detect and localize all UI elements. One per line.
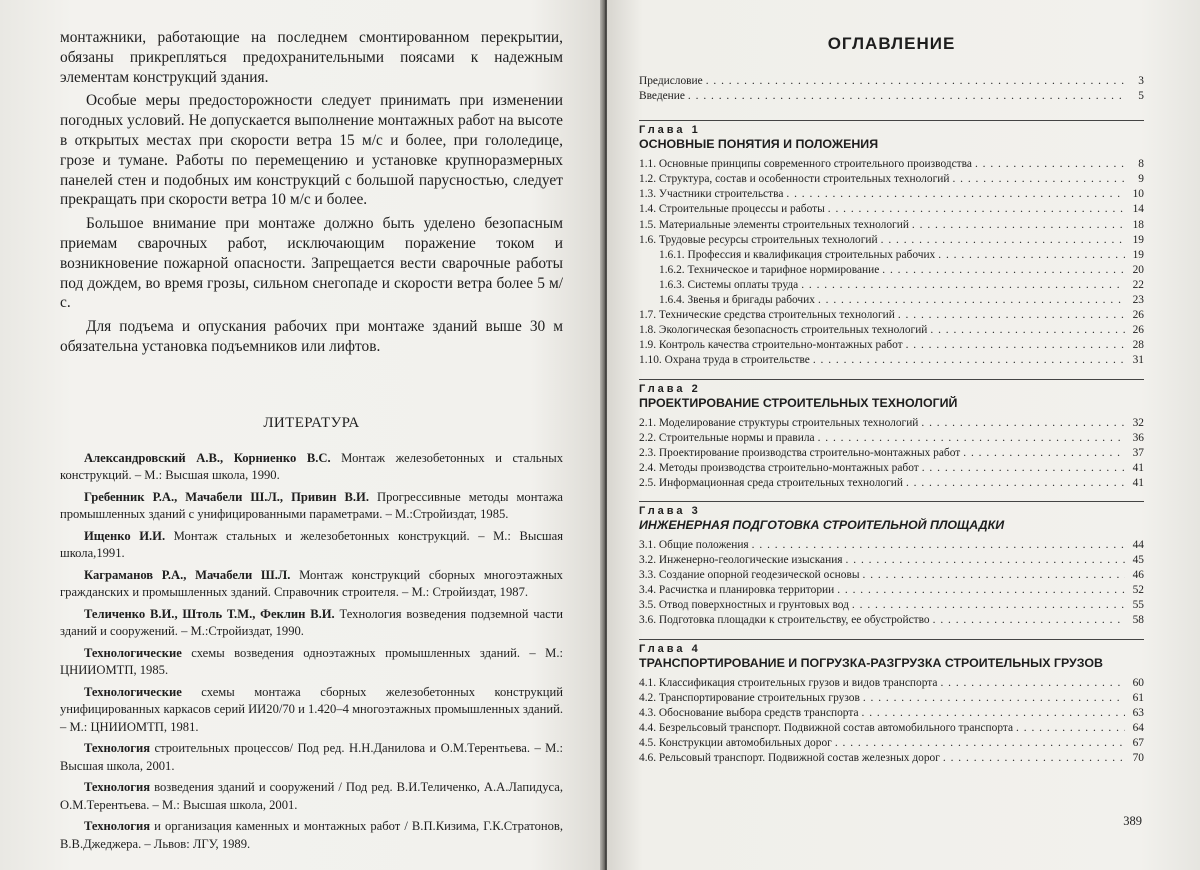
reference-text: возведения зданий и сооружений / Под ред. В.И.Теличенко, А.А.Лапидуса, О.М.Терентьева. – М.: Высшая школа, 2001. xyxy=(60,780,563,812)
toc-leader-dots xyxy=(813,353,1125,368)
toc-entry-label: 4.2. Транспортирование строительных грузов xyxy=(639,691,860,704)
toc-entry-page: 41 xyxy=(1132,461,1144,474)
toc-leader-dots xyxy=(898,308,1125,323)
toc-entry-page: 19 xyxy=(1132,233,1144,246)
toc-entry-page: 41 xyxy=(1132,476,1144,489)
toc-entry-page: 26 xyxy=(1132,324,1144,337)
toc-entry-label: 1.6.2. Техническое и тарифное нормирование xyxy=(659,263,880,276)
toc-leader-dots xyxy=(881,233,1125,248)
toc-chapter xyxy=(639,379,1144,491)
toc-entry xyxy=(639,446,1144,461)
toc-leader-dots xyxy=(828,202,1125,217)
toc-entry-label: 3.2. Инженерно-геологические изыскания xyxy=(639,554,843,567)
reference-item xyxy=(60,450,563,485)
toc-entry-page: 20 xyxy=(1132,263,1144,276)
toc-entry xyxy=(639,568,1144,583)
chapter-title: ТРАНСПОРТИРОВАНИЕ И ПОГРУЗКА-РАЗГРУЗКА СТРОИТЕЛЬНЫХ ГРУЗОВ xyxy=(639,655,1103,670)
toc-entry-page: 18 xyxy=(1132,218,1144,231)
reference-item xyxy=(60,779,563,814)
toc-leader-dots xyxy=(975,157,1125,172)
toc-entry xyxy=(639,89,1144,104)
toc-entry-label: 1.6. Трудовые ресурсы строительных технологий xyxy=(639,233,878,246)
toc-entry xyxy=(639,736,1144,751)
toc-leader-dots xyxy=(940,676,1125,691)
toc-leader-dots xyxy=(921,416,1125,431)
toc-entry-page: 44 xyxy=(1132,538,1144,551)
toc-entry xyxy=(639,338,1144,353)
toc-leader-dots xyxy=(952,172,1125,187)
chapter-title: ПРОЕКТИРОВАНИЕ СТРОИТЕЛЬНЫХ ТЕХНОЛОГИЙ xyxy=(639,395,958,410)
toc-entry-page: 61 xyxy=(1132,691,1144,704)
toc-entry-page: 70 xyxy=(1132,752,1144,764)
toc-entry-page: 37 xyxy=(1132,446,1144,459)
toc-entry xyxy=(639,476,1144,491)
toc-leader-dots xyxy=(706,74,1125,89)
toc-entry-page: 36 xyxy=(1132,431,1144,444)
toc-entry xyxy=(639,218,1144,233)
toc-leader-dots xyxy=(852,598,1125,613)
toc-entry xyxy=(639,323,1144,338)
toc-entry-page: 28 xyxy=(1132,339,1144,352)
reference-authors: Технология xyxy=(84,819,151,834)
toc-entry-page: 52 xyxy=(1132,584,1144,597)
chapter-label: Глава 4 xyxy=(639,642,701,655)
toc-leader-dots xyxy=(818,431,1125,446)
toc-entry xyxy=(639,691,1144,706)
toc-entry-label: 1.1. Основные принципы современного строительного производства xyxy=(639,158,972,171)
toc-entry-label: 1.3. Участники строительства xyxy=(639,188,784,201)
reference-item xyxy=(60,740,563,775)
toc-entry-page: 23 xyxy=(1132,294,1144,307)
toc-leader-dots xyxy=(752,538,1125,553)
reference-text: Монтаж стальных и железобетонных конструкций. – М.: Высшая школа,1991. xyxy=(60,528,563,561)
toc-entry xyxy=(639,353,1144,368)
reference-text: Прогрессивные методы монтажа промышленных зданий с унифицированными параметрами. – М.:Стройиздат, 1985. xyxy=(60,489,563,522)
toc-chapters xyxy=(639,120,1144,766)
right-page xyxy=(607,0,1200,870)
toc-leader-dots xyxy=(837,583,1125,598)
toc-entry xyxy=(639,74,1144,89)
toc-entry-label: 1.8. Экологическая безопасность строительных технологий xyxy=(639,324,928,337)
toc-entry xyxy=(639,598,1144,613)
reference-item xyxy=(60,528,563,563)
toc-entry xyxy=(639,248,1144,263)
chapter-title: ИНЖЕНЕРНАЯ ПОДГОТОВКА СТРОИТЕЛЬНОЙ ПЛОЩАДКИ xyxy=(639,517,1005,532)
toc-entry-page: 9 xyxy=(1138,173,1144,186)
reference-text: схемы возведения одноэтажных промышленных зданий. – М.: ЦНИИОМТП, 1985. xyxy=(60,645,563,678)
toc-entry-label: 4.1. Классификация строительных грузов и видов транспорта xyxy=(639,676,938,689)
toc-entry-label: 4.4. Безрельсовый транспорт. Подвижной состав автомобильного транспорта xyxy=(639,721,1014,734)
toc-entry-page: 60 xyxy=(1132,676,1144,689)
toc-leader-dots xyxy=(863,568,1126,583)
toc-leader-dots xyxy=(835,736,1125,751)
toc-entry xyxy=(639,278,1144,293)
paragraph: Большое внимание при монтаже должно быть уделено безопасным приемам сварочных работ, исключающим поражение током и возникновение пожарной опасности. Запрещается вести сварочные работы под дождем, во время грозы, сильном снегопаде и скорости ветра более 5 м/с. xyxy=(60,215,563,312)
toc-entry-label: 3.6. Подготовка площадки к строительству, ее обустройство xyxy=(639,614,930,627)
reference-authors: Каграманов Р.А., Мачабели Ш.Л. xyxy=(84,567,291,582)
toc-entry xyxy=(639,172,1144,187)
reference-text: и организация каменных и монтажных работ / В.П.Кизима, Г.К.Стратонов, В.В.Джеджера. – Львов: ЛГУ, 1989. xyxy=(60,819,563,851)
reference-authors: Технологические xyxy=(84,645,182,660)
page-number: 389 xyxy=(1123,814,1142,828)
reference-text: строительных процессов/ Под ред. Н.Н.Данилова и О.М.Терентьева. – М.: Высшая школа, 2001. xyxy=(60,741,563,773)
toc-chapter xyxy=(639,639,1144,767)
toc-entry-page: 5 xyxy=(1138,90,1144,103)
toc-entry xyxy=(639,538,1144,553)
toc-entry xyxy=(639,583,1144,598)
toc-entry-label: 4.3. Обоснование выбора средств транспорта xyxy=(639,706,859,719)
toc-leader-dots xyxy=(786,187,1125,202)
toc-entry-label: 2.5. Информационная среда строительных технологий xyxy=(639,476,903,489)
toc-entry-label: 1.4. Строительные процессы и работы xyxy=(639,203,825,216)
toc-entry-label: 3.3. Создание опорной геодезической основы xyxy=(639,569,860,582)
reference-item xyxy=(60,606,563,641)
toc-entry-label: 1.2. Структура, состав и особенности строительных технологий xyxy=(639,173,950,186)
toc-entry-page: 10 xyxy=(1132,188,1144,201)
toc-entry-page: 3 xyxy=(1138,75,1144,87)
reference-authors: Технология xyxy=(84,780,151,795)
toc-entry-label: 4.5. Конструкции автомобильных дорог xyxy=(639,736,832,749)
toc-entry-page: 32 xyxy=(1132,416,1144,429)
body-text xyxy=(60,28,563,357)
chapter-label: Глава 3 xyxy=(639,504,701,517)
toc-leader-dots xyxy=(943,751,1125,766)
toc-entry-label: 1.6.3. Системы оплаты труда xyxy=(659,278,799,291)
toc-entry-page: 31 xyxy=(1132,354,1144,367)
toc-entry-label: 2.2. Строительные нормы и правила xyxy=(639,431,815,444)
toc-entry-label: 3.4. Расчистка и планировка территории xyxy=(639,584,835,597)
reference-list xyxy=(60,450,563,854)
toc-leader-dots xyxy=(688,89,1125,104)
toc-entry-label: 2.3. Проектирование производства строительно-монтажных работ xyxy=(639,446,961,459)
toc-leader-dots xyxy=(938,248,1125,263)
reference-text: Монтаж конструкций сборных многоэтажных гражданских и промышленных зданий. Справочник строителя. – М.: Стройиздат, 1987. xyxy=(60,567,563,600)
toc-leader-dots xyxy=(922,461,1125,476)
toc-entry xyxy=(639,157,1144,172)
reference-item xyxy=(60,818,563,853)
literature-heading: ЛИТЕРАТУРА xyxy=(263,414,360,431)
toc-leader-dots xyxy=(1016,721,1125,736)
toc-chapter xyxy=(639,120,1144,368)
toc-entry-label: 3.5. Отвод поверхностных и грунтовых вод xyxy=(639,599,849,612)
chapter-label: Глава 2 xyxy=(639,382,701,395)
toc-entry xyxy=(639,308,1144,323)
toc-leader-dots xyxy=(963,446,1125,461)
toc-entry xyxy=(639,613,1144,628)
toc-entry-label: 1.6.4. Звенья и бригады рабочих xyxy=(659,294,815,307)
toc-entry-page: 14 xyxy=(1132,203,1144,216)
toc-entry xyxy=(639,187,1144,202)
toc-entry-page: 64 xyxy=(1132,721,1144,734)
toc-entry xyxy=(639,676,1144,691)
reference-text: Монтаж железобетонных и стальных конструкций. – М.: Высшая школа, 1990. xyxy=(60,450,563,483)
reference-item xyxy=(60,567,563,602)
toc-entry-page: 26 xyxy=(1132,309,1144,322)
toc-entry-label: 1.10. Охрана труда в строительстве xyxy=(639,354,810,367)
reference-text: Технология возведения подземной части зданий и сооружений. – М.:Стройиздат, 1990. xyxy=(60,606,563,639)
toc-entry-page: 63 xyxy=(1132,706,1144,719)
toc-entry xyxy=(639,263,1144,278)
toc-entry-label: Предисловие xyxy=(639,75,703,87)
paragraph: Для подъема и опускания рабочих при монтаже зданий выше 30 м обязательна установка подъемников или лифтов. xyxy=(60,318,563,355)
toc-entry xyxy=(639,721,1144,736)
toc-entry-page: 8 xyxy=(1138,158,1144,171)
toc-entry-page: 22 xyxy=(1132,278,1144,291)
toc-entry-page: 46 xyxy=(1132,569,1144,582)
reference-text: схемы монтажа сборных железобетонных конструкций унифицированных каркасов серий ИИ20/70 и 1.420–4 многоэтажных промышленных зданий. – М.: ЦНИИОМТП, 1981. xyxy=(60,684,563,734)
toc-entry-label: 1.7. Технические средства строительных технологий xyxy=(639,309,895,322)
toc-leader-dots xyxy=(801,278,1125,293)
toc-entry xyxy=(639,751,1144,766)
reference-authors: Ищенко И.И. xyxy=(84,528,166,543)
reference-authors: Александровский А.В., Корниенко В.С. xyxy=(84,450,331,465)
toc-entry xyxy=(639,553,1144,568)
reference-authors: Гребенник Р.А., Мачабели Ш.Л., Привин В.И. xyxy=(84,489,369,504)
toc-entry-label: 1.5. Материальные элементы строительных технологий xyxy=(639,218,909,231)
toc-chapter xyxy=(639,501,1144,629)
toc-leader-dots xyxy=(846,553,1125,568)
toc-leader-dots xyxy=(862,706,1125,721)
toc-entry-label: 4.6. Рельсовый транспорт. Подвижной состав железных дорог xyxy=(639,752,940,764)
toc-entry-page: 67 xyxy=(1132,736,1144,749)
toc-entry xyxy=(639,431,1144,446)
toc-entry xyxy=(639,706,1144,721)
toc-entry xyxy=(639,416,1144,431)
toc-leader-dots xyxy=(882,263,1125,278)
toc-leader-dots xyxy=(906,476,1125,491)
toc-leader-dots xyxy=(930,323,1125,338)
reference-authors: Технология xyxy=(84,741,151,756)
reference-authors: Технологические xyxy=(84,684,182,699)
reference-item xyxy=(60,684,563,737)
paragraph: монтажники, работающие на последнем смонтированном перекрытии, обязаны прикрепляться предохранительными поясами к надежным элементам конструкций здания. xyxy=(60,29,563,86)
toc-entry-label: 2.4. Методы производства строительно-монтажных работ xyxy=(639,461,919,474)
toc-entry-page: 19 xyxy=(1132,248,1144,261)
reference-item xyxy=(60,489,563,524)
toc-leader-dots xyxy=(933,613,1125,628)
toc-intro xyxy=(639,74,1144,104)
toc-entry xyxy=(639,202,1144,217)
toc-entry-page: 58 xyxy=(1132,614,1144,627)
toc-entry-label: 1.6.1. Профессия и квалификация строительных рабочих xyxy=(659,248,936,261)
toc-entry xyxy=(639,461,1144,476)
toc-entry-label: Введение xyxy=(639,90,685,103)
paragraph: Особые меры предосторожности следует принимать при изменении погодных условий. Не допускается выполнение монтажных работ на высоте в открытых местах при скорости ветра 15 м/с и более, при гололедице, грозе и тумане. Работы по перемещению и установке крупноразмерных панелей стен и подобных им конструкций с большой парусностью, следует прекращать при скорости ветра 10 м/с и более. xyxy=(60,92,563,209)
chapter-title: ОСНОВНЫЕ ПОНЯТИЯ И ПОЛОЖЕНИЯ xyxy=(639,137,879,152)
toc-title: ОГЛАВЛЕНИЕ xyxy=(827,34,956,53)
toc-entry-label: 3.1. Общие положения xyxy=(639,538,749,551)
chapter-label: Глава 1 xyxy=(639,124,701,137)
reference-item xyxy=(60,645,563,680)
toc-entry-page: 45 xyxy=(1132,554,1144,567)
reference-authors: Теличенко В.И., Штоль Т.М., Феклин В.И. xyxy=(84,606,335,621)
toc-entry-label: 1.9. Контроль качества строительно-монтажных работ xyxy=(639,339,903,352)
toc-leader-dots xyxy=(912,218,1125,233)
toc-entry xyxy=(639,233,1144,248)
toc-entry-page: 55 xyxy=(1132,599,1144,612)
toc-entry-label: 2.1. Моделирование структуры строительных технологий xyxy=(639,416,919,429)
toc-leader-dots xyxy=(906,338,1125,353)
toc-entry xyxy=(639,293,1144,308)
toc-leader-dots xyxy=(818,293,1125,308)
toc-leader-dots xyxy=(863,691,1125,706)
